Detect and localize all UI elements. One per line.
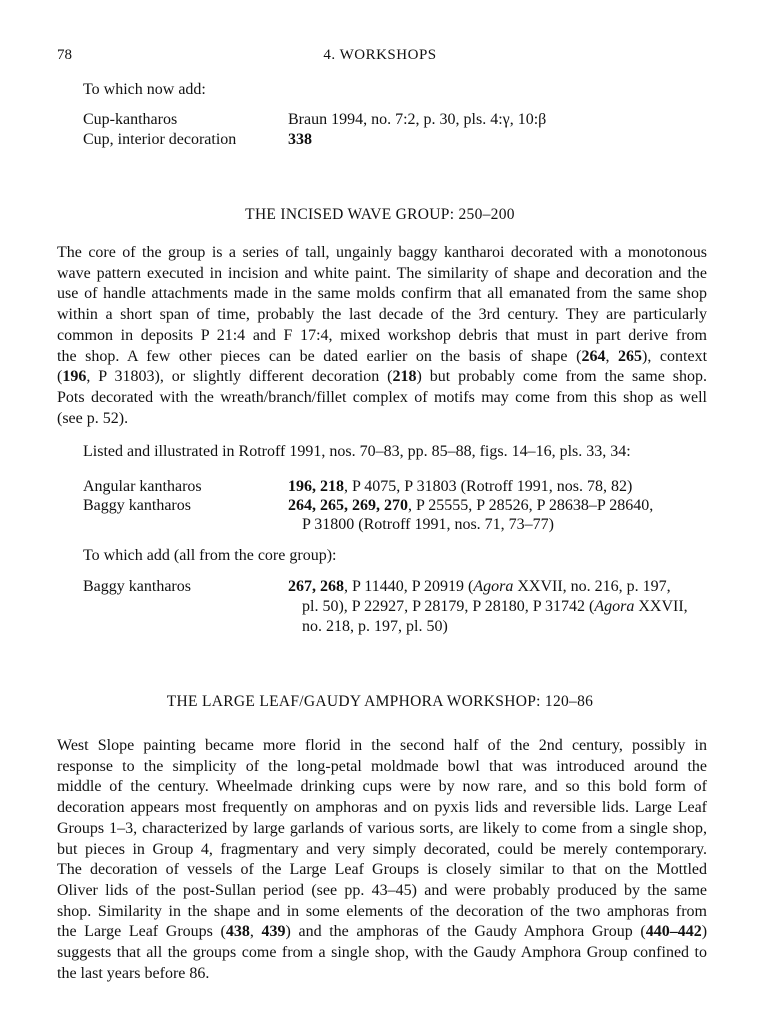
top-row-label: Cup, interior decoration (83, 131, 237, 148)
page-number: 78 (57, 47, 72, 63)
catalog-label: Baggy kantharos (83, 578, 191, 595)
catalog-label: Angular kantharos (83, 478, 202, 495)
section-title-incised-wave: THE INCISED WAVE GROUP: 250–200 (245, 206, 515, 223)
add-intro: To which add (all from the core group): (83, 547, 337, 564)
top-row-label: Cup-kantharos (83, 111, 178, 128)
listed-note: Listed and illustrated in Rotroff 1991, nos. 70–83, pp. 85–88, figs. 14–16, pls. 33, 34: (83, 443, 631, 460)
catalog-ref: 264, 265, 269, 270, P 25555, P 28526, P 28638–P 28640, (288, 497, 654, 514)
catalog-ref: 196, 218, P 4075, P 31803 (Rotroff 1991, nos. 78, 82) (288, 478, 633, 495)
top-row-ref: 338 (288, 131, 312, 148)
catalog-ref-cont: pl. 50), P 22927, P 28179, P 28180, P 31742 (Agora XXVII, (302, 598, 688, 615)
catalog-label: Baggy kantharos (83, 497, 191, 514)
top-intro: To which now add: (83, 81, 206, 98)
running-title: 4. WORKSHOPS (323, 47, 437, 63)
catalog-ref-cont: no. 218, p. 197, pl. 50) (302, 618, 448, 635)
section-title-large-leaf: THE LARGE LEAF/GAUDY AMPHORA WORKSHOP: 120–86 (166, 693, 594, 710)
incised-paragraph: The core of the group is a series of tall, ungainly baggy kantharoi decorated with a monotonous wave pattern executed in incision and white paint. The similarity of shape and decoration and the use of handle attachments made in the same molds confirm that all emanated from the same shop within a short span of time, probably the last decade of the 3rd century. They are particularly common in deposits P 21:4 and F 17:4, mixed workshop debris that must in part derive from the shop. A few other pieces can be dated earlier on the basis of shape (264, 265), context (196, P 31803), or slightly different decoration (218) but probably come from the same shop. Pots decorated with the wreath/branch/fillet complex of motifs may come from this shop as well (see p. 52). (57, 244, 708, 427)
catalog-ref-cont: P 31800 (Rotroff 1991, nos. 71, 73–77) (302, 516, 554, 533)
top-row-ref: Braun 1994, no. 7:2, p. 30, pls. 4:γ, 10:β (288, 111, 547, 128)
large-leaf-paragraph: West Slope painting became more florid in the second half of the 2nd century, possibly in response to the simplicity of the long-petal moldmade bowl that was introduced around the middle of the century. Wheelmade drinking cups were by now rare, and so this bold form of decoration appears most frequently on amphoras and on pyxis lids and reversible lids. Large Leaf Groups 1–3, characterized by large garlands of various sorts, are likely to come from a single shop, but pieces in Group 4, fragmentary and very simply decorated, could be merely contemporary. The decoration of vessels of the Large Leaf Groups is closely similar to that on the Mottled Oliver lids of the post-Sullan period (see pp. 43–45) and were probably produced by the same shop. Similarity in the shape and in some elements of the decoration of the two amphoras from the Large Leaf Groups (438, 439) and the amphoras of the Gaudy Amphora Group (440–442) suggests that all the groups come from a single shop, with the Gaudy Amphora Group confined to the last years before 86. (57, 737, 708, 982)
catalog-ref: 267, 268, P 11440, P 20919 (Agora XXVII, no. 216, p. 197, (288, 578, 671, 595)
